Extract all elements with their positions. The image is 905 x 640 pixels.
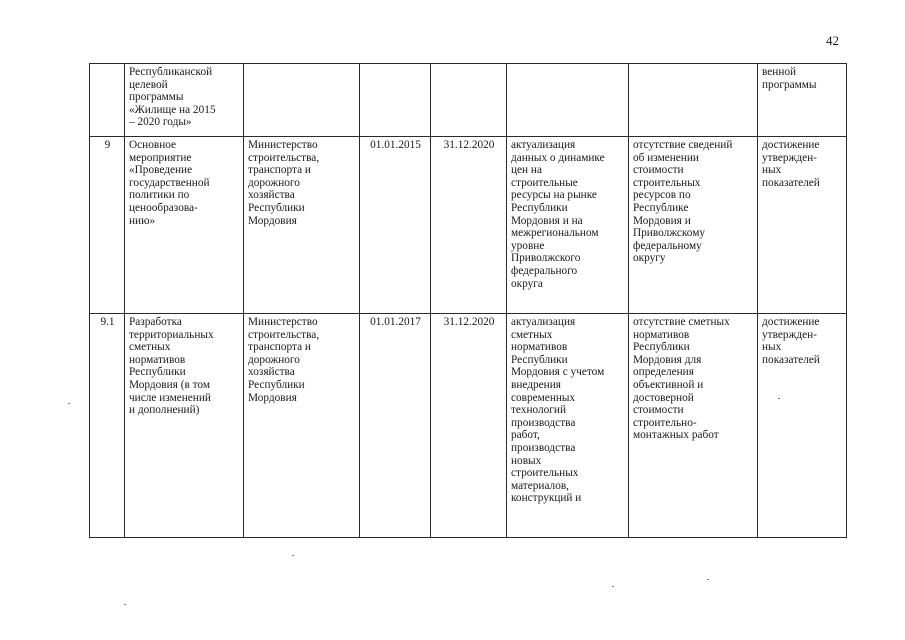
scan-speck <box>612 586 614 587</box>
program-activities-table <box>89 63 847 538</box>
scan-speck <box>68 403 70 404</box>
page-number: 42 <box>826 33 839 48</box>
cell-consequence: отсутствие сметных нормативов Республики Мордовия для определения объективной и достоверной стоимости строительно- монтажных работ <box>629 314 758 538</box>
cell-end-date: 31.12.2020 <box>431 137 507 314</box>
cell-link-indicators: достижение утвержден- ных показателей <box>758 314 847 538</box>
cell-expected-result: актуализация сметных нормативов Республики Мордовия с учетом внедрения современных технологий производства работ, производства новых строительных материалов, конструкций и <box>507 314 629 538</box>
cell-link-indicators: достижение утвержден- ных показателей <box>758 137 847 314</box>
table-row <box>90 314 847 538</box>
cell-consequence: отсутствие сведений об изменении стоимости строительных ресурсов по Республике Мордовия и Приволжскому федеральному округу <box>629 137 758 314</box>
table-row <box>90 137 847 314</box>
cell-number <box>90 64 125 137</box>
cell-consequence <box>629 64 758 137</box>
cell-number: 9.1 <box>90 314 125 538</box>
cell-activity-name: Основное мероприятие «Проведение государственной политики по ценообразова- нию» <box>125 137 244 314</box>
cell-start-date: 01.01.2017 <box>360 314 431 538</box>
cell-expected-result <box>507 64 629 137</box>
cell-end-date: 31.12.2020 <box>431 314 507 538</box>
table-row <box>90 64 847 137</box>
cell-activity-name: Разработка территориальных сметных нормативов Республики Мордовия (в том числе изменений и дополнений) <box>125 314 244 538</box>
cell-start-date: 01.01.2015 <box>360 137 431 314</box>
cell-executor: Министерство строительства, транспорта и дорожного хозяйства Республики Мордовия <box>244 314 360 538</box>
scan-speck <box>778 398 780 399</box>
scan-speck <box>707 579 709 580</box>
scan-speck <box>124 604 126 605</box>
cell-start-date <box>360 64 431 137</box>
cell-expected-result: актуализация данных о динамике цен на строительные ресурсы на рынке Республики Мордовия и на межрегиональном уровне Приволжского федерального округа <box>507 137 629 314</box>
cell-end-date <box>431 64 507 137</box>
cell-link-indicators: венной программы <box>758 64 847 137</box>
cell-activity-name: Республиканской целевой программы «Жилище на 2015 – 2020 годы» <box>125 64 244 137</box>
scan-speck <box>292 555 294 556</box>
cell-executor: Министерство строительства, транспорта и дорожного хозяйства Республики Мордовия <box>244 137 360 314</box>
cell-executor <box>244 64 360 137</box>
cell-number: 9 <box>90 137 125 314</box>
